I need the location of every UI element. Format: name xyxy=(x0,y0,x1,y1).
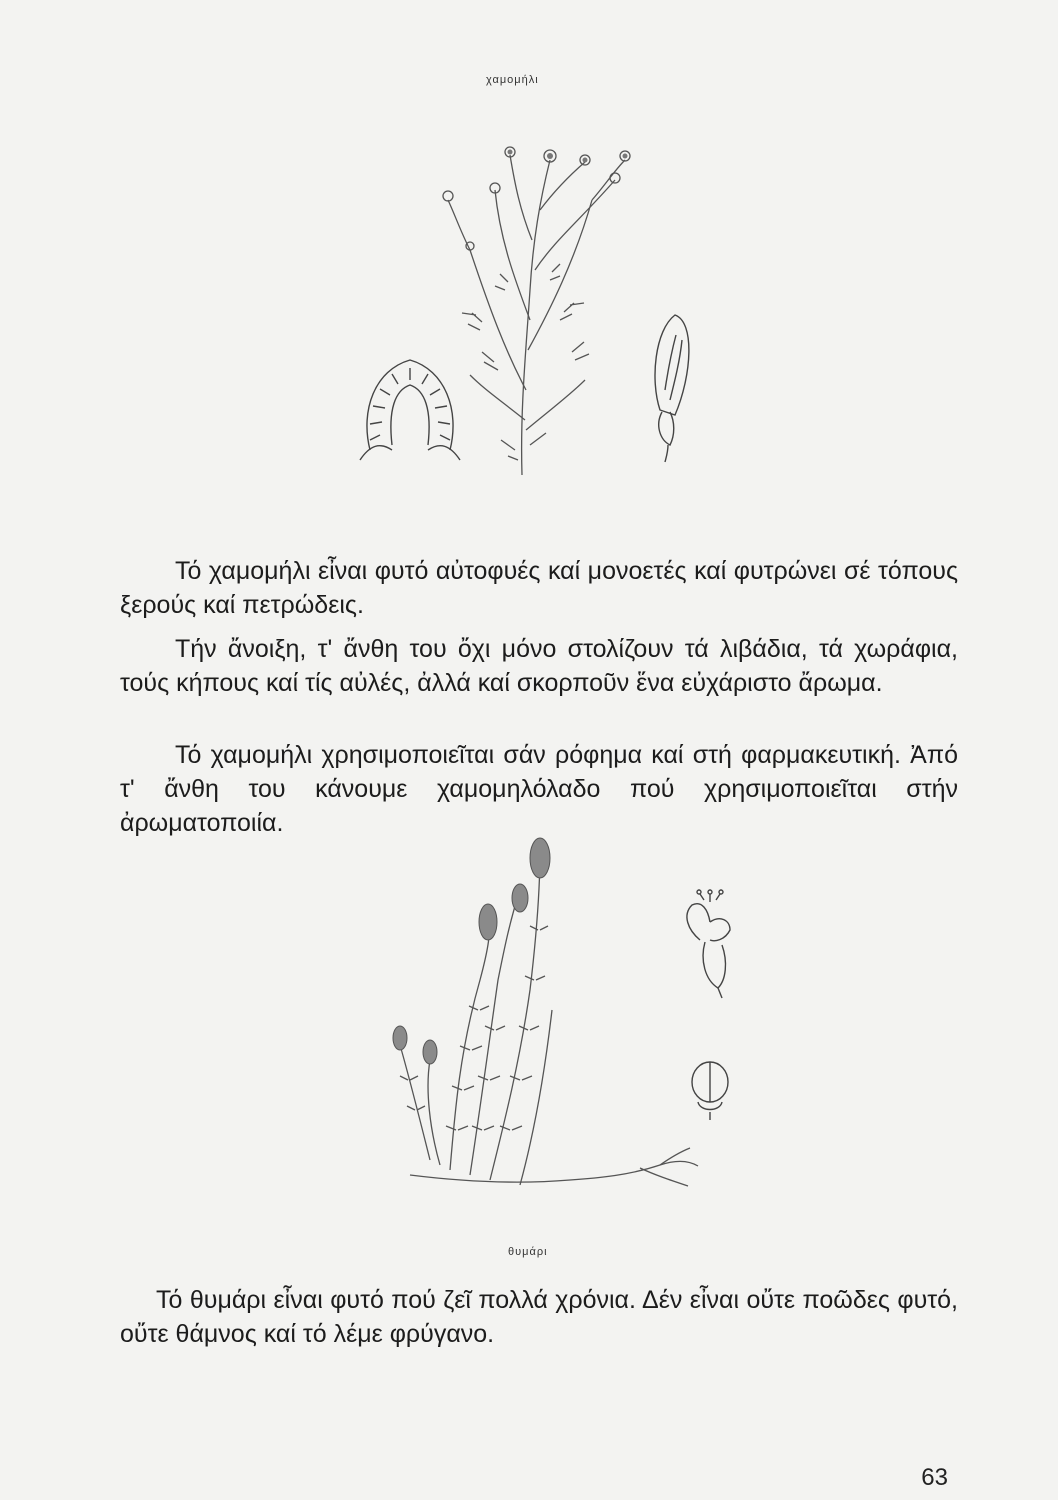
paragraph-chamomile-use: Τό χαμομήλι χρησιμοποιεῖται σάν ρόφημα καί στή φαρμακευτική. Ἀπό τ' ἄνθη του κάνουμε χαμομηλόλαδο πού χρησιμοποιεῖται στήν ἀρωματοποιία. xyxy=(120,741,958,837)
paragraph-thyme: Τό θυμάρι εἶναι φυτό πού ζεῖ πολλά χρόνια. Δέν εἶναι οὔτε ποῶδες φυτό, οὔτε θάμνος καί τό λέμε φρύγανο. xyxy=(120,1286,958,1348)
thyme-drawing xyxy=(370,830,770,1235)
chamomile-illustration xyxy=(330,90,730,490)
chamomile-caption: χαμομήλι xyxy=(486,74,539,86)
thyme-illustration xyxy=(370,830,770,1235)
paragraph-chamomile-intro: Τό χαμομήλι εἶναι φυτό αὐτοφυές καί μονοετές καί φυτρώνει σέ τόπους ξερούς καί πετρώδεις. xyxy=(120,557,958,619)
paragraph-chamomile-spring: Τήν ἄνοιξη, τ' ἄνθη του ὄχι μόνο στολίζουν τά λιβάδια, τά χωράφια, τούς κήπους καί τίς αὐλές, ἀλλά καί σκορποῦν ἕνα εὐχάριστο ἄρωμα. xyxy=(120,635,958,697)
chamomile-drawing xyxy=(330,90,730,490)
page-number: 63 xyxy=(921,1464,948,1491)
thyme-caption: θυμάρι xyxy=(508,1246,548,1258)
